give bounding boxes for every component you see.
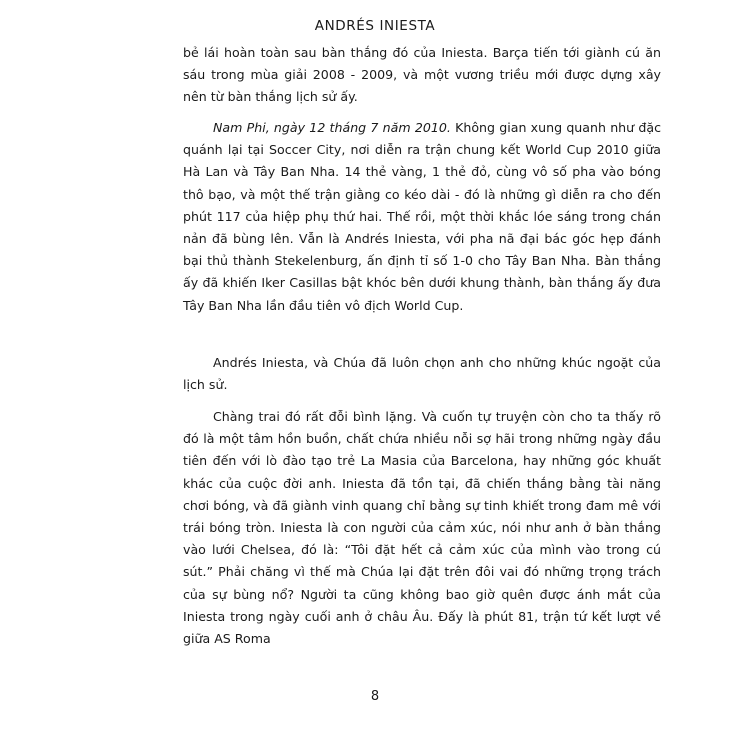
paragraph-history-turns (183, 352, 661, 396)
paragraph-3-text: Andrés Iniesta, và Chúa đã luôn chọn anh cho những khúc ngoặt của lịch sử. (183, 355, 661, 393)
paragraph-calm-boy (183, 406, 661, 650)
paragraph-1-text: bẻ lái hoàn toàn sau bàn thắng đó của Iniesta. Barça tiến tới giành cú ăn sáu trong mùa giải 2008 - 2009, và một vương triều mới được dựng xây nên từ bàn thắng lịch sử ấy. (183, 45, 661, 105)
paragraph-continuation (183, 42, 661, 109)
paragraph-world-cup-final (183, 117, 661, 317)
running-header: ANDRÉS INIESTA (314, 18, 436, 34)
paragraph-2-body: Không gian xung quanh như đặc quánh lại tại Soccer City, nơi diễn ra trận chung kết World Cup 2010 giữa Hà Lan và Tây Ban Nha. 14 thẻ vàng, 1 thẻ đỏ, cùng vô số pha vào bóng thô bạo, và một thế trận giằng co kéo dài - đó là những gì diễn ra cho đến phút 117 của hiệp phụ thứ hai. Thế rồi, một thời khắc lóe sáng trong chán nản đã bùng lên. Vẫn là Andrés Iniesta, với pha nã đại bác góc hẹp đánh bại thủ thành Stekelenburg, ấn định tỉ số 1-0 cho Tây Ban Nha. Bàn thắng ấy đã khiến Iker Casillas bật khóc bên dưới khung thành, bàn thắng ấy đưa Tây Ban Nha lần đầu tiên vô địch World Cup. (183, 120, 662, 313)
paragraph-2-text (183, 117, 661, 317)
paragraph-4-text: Chàng trai đó rất đỗi bình lặng. Và cuốn tự truyện còn cho ta thấy rõ đó là một tâm hồn buồn, chất chứa nhiều nỗi sợ hãi trong những ngày đầu tiên đến với lò đào tạo trẻ La Masia của Barcelona, hay những góc khuất khác của cuộc đời anh. Iniesta đã tồn tại, đã chiến thắng bằng tài năng chơi bóng, và đã giành vinh quang chỉ bằng sự tinh khiết trong đam mê với trái bóng tròn. Iniesta là con người của cảm xúc, nói như anh ở bàn thắng vào lưới Chelsea, đó là: “Tôi đặt hết cả cảm xúc của mình vào trong cú sút.” Phải chăng vì thế mà Chúa lại đặt trên đôi vai đó những trọng trách của sự bùng nổ? Người ta cũng không bao giờ quên được ánh mắt của Iniesta trong ngày cuối anh ở châu Âu. Đấy là phút 81, trận tứ kết lượt về giữa AS Roma (183, 409, 661, 647)
dateline: Nam Phi, ngày 12 tháng 7 năm 2010. (213, 120, 451, 135)
page-number: 8 (370, 689, 380, 704)
